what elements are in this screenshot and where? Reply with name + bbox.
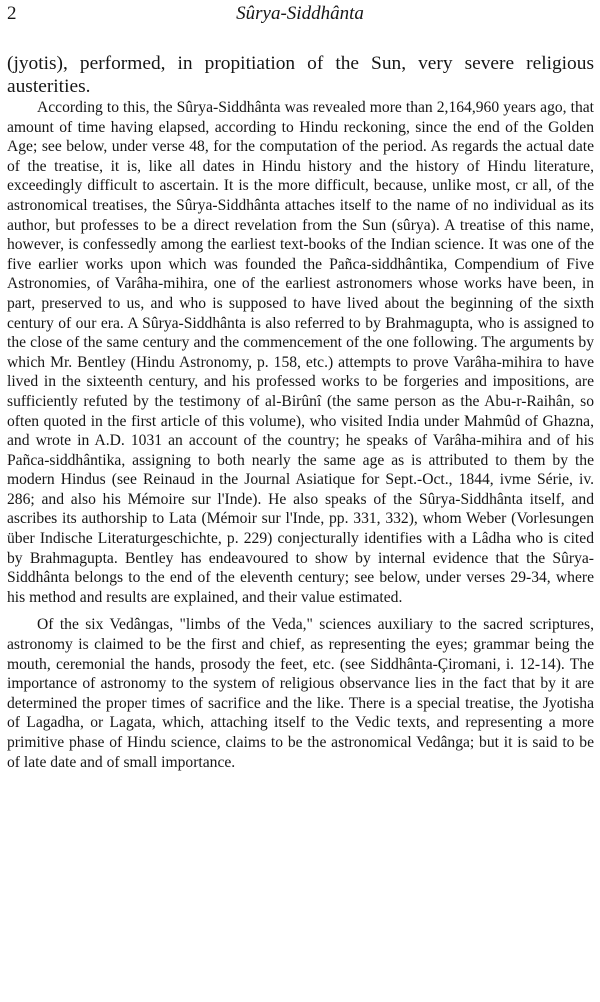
- page-body: [7, 52, 594, 772]
- running-title: Sûrya-Siddhânta: [236, 3, 364, 24]
- continued-text: (jyotis), performed, in propitiation of the Sun, very severe religious austerities.: [7, 53, 594, 97]
- paragraph-vedangas: Of the six Vedângas, "limbs of the Veda," sciences auxiliary to the sacred scriptures, astronomy is claimed to be the first and chief, as representing the eyes; grammar being the mouth, ceremonial the hands, prosody the feet, etc. (see Siddhânta-Çiromani, i. 12-14). The importance of astronomy to the system of religious observance lies in the fact that by it are determined the proper times of sacrifice and the like. There is a special treatise, the Jyotisha of Lagadha, or Lagata, which, attaching itself to the Vedic texts, and representing a more primitive phase of Hindu science, claims to be the astronomical Vedânga; but it is said to be of late date and of small importance.: [7, 616, 594, 771]
- paragraph-date-of-treatise: According to this, the Sûrya-Siddhânta was revealed more than 2,164,960 years ago, that amount of time having elapsed, according to Hindu reckoning, since the end of the Golden Age; see below, under verse 48, for the computation of the period. As regards the actual date of the treatise, it is, like all dates in Hindu history and the history of Hindu literature, exceedingly difficult to ascertain. It is the more difficult, because, unlike most, cr all, of the astronomical treatises, the Sûrya-Siddhânta attaches itself to the name of no individual as its author, but professes to be a direct revelation from the Sun (sûrya). A treatise of this name, however, is confessedly among the earliest text-books of the Indian science. It was one of the five earlier works upon which was founded the Pañca-siddhântika, Compendium of Five Astronomies, of Varâha-mihira, one of the earliest astronomers whose works have been, in part, preserved to us, and who is supposed to have lived about the beginning of the sixth century of our era. A Sûrya-Siddhânta is also referred to by Brahmagupta, who is assigned to the close of the same century and the commencement of the one following. The arguments by which Mr. Bentley (Hindu Astronomy, p. 158, etc.) attempts to prove Varâha-mihira to have lived in the sixteenth century, and his professed works to be forgeries and impositions, are sufficiently refuted by the testimony of al-Birûnî (the same person as the Abu-r-Raihân, so often quoted in the first article of this volume), who visited India under Mahmûd of Ghazna, and wrote in A.D. 1031 an account of the country; he speaks of Varâha-mihira and of his Pañca-siddhântika, assigning to both nearly the same age as is attributed to them by the modern Hindus (see Reinaud in the Journal Asiatique for Sept.-Oct., 1844, ivme Série, iv. 286; and also his Mémoire sur l'Inde). He also speaks of the Sûrya-Siddhânta itself, and ascribes its authorship to Lata (Mémoir sur l'Inde, pp. 331, 332), whom Weber (Vorlesungen über Indische Literaturgeschichte, p. 229) conjecturally identifies with a Lâdha who is cited by Brahmagupta. Bentley has endeavoured to show by internal evidence that the Sûrya-Siddhânta belongs to the end of the eleventh century; see below, under verses 29-34, where his method and results are explained, and their value estimated.: [7, 99, 594, 606]
- paragraph-gap: [7, 607, 594, 615]
- page-number: 2: [7, 3, 17, 24]
- running-head: [0, 2, 600, 28]
